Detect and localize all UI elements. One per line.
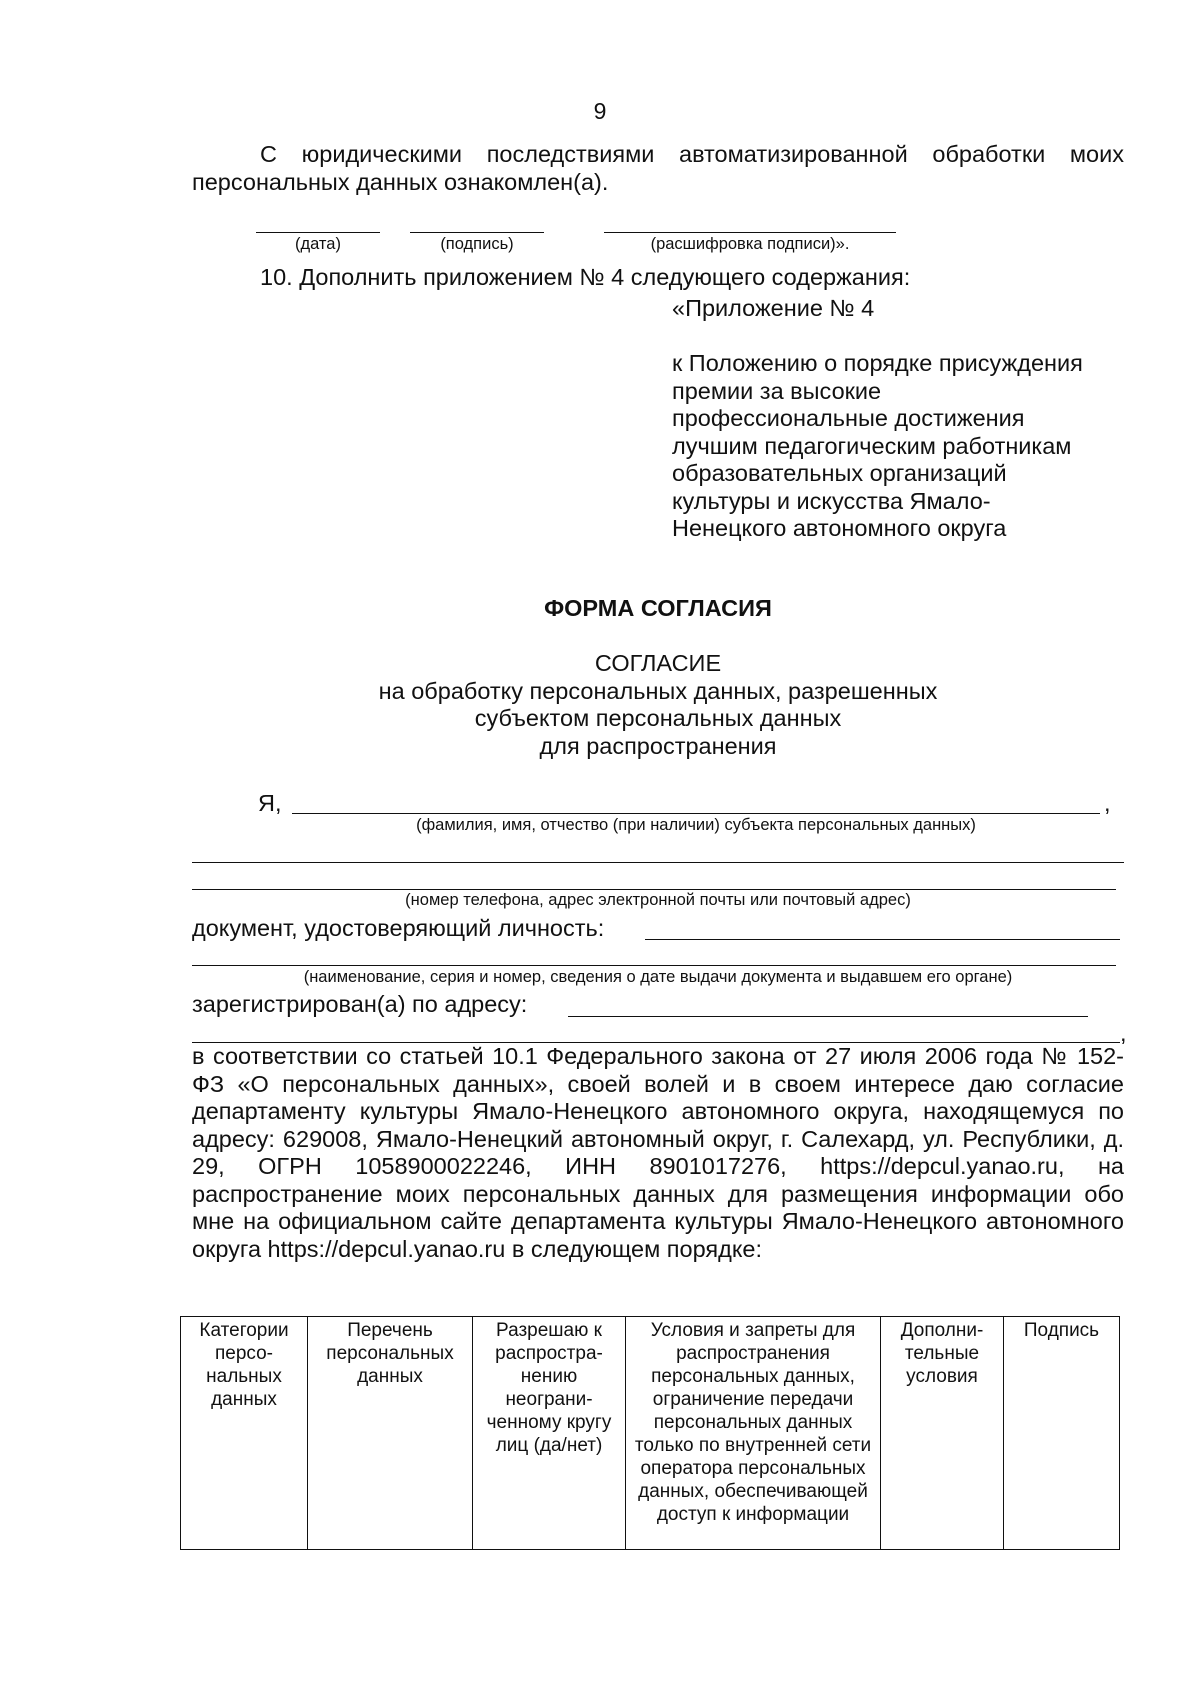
appendix-line: Ненецкого автономного округа (672, 515, 1007, 541)
name-field-prefix: Я, (258, 790, 282, 816)
contact-field-line[interactable] (192, 889, 1116, 890)
consent-heading-line: СОГЛАСИЕ (594, 650, 722, 676)
name-field-suffix: , (1104, 790, 1111, 816)
contact-caption: (номер телефона, адрес электронной почты или почтовый адрес) (405, 891, 911, 909)
address-suffix: , (1120, 1020, 1127, 1046)
appendix-line: лучшим педагогическим работникам (672, 432, 1072, 459)
consent-paragraph: в соответствии со статьей 10.1 Федерального закона от 27 июля 2006 года № 152-ФЗ «О персональных данных», своей волей и в своем интересе даю согласие департаменту культуры Ямало-Ненецкого автономного округа, находящемуся по адресу: 629008, Ямало-Ненецкий автономный округ, г. Салехард, ул. Республики, д. 29, ОГРН 1058900022246, ИНН 8901017276, https://depcul.yanao.ru, на распространение моих персональных данных для размещения информации обо мне на официальном сайте департамента культуры Ямало-Ненецкого автономного округа https://depcul.yanao.ru в следующем порядке: (192, 1043, 1124, 1262)
appendix-line: к Положению о порядке присуждения (672, 350, 1083, 376)
document-caption: (наименование, серия и номер, сведения о дате выдачи документа и выдавшем его органе) (303, 968, 1013, 986)
name-caption: (фамилия, имя, отчество (при наличии) субъекта персональных данных) (416, 816, 976, 834)
document-field-line[interactable] (192, 965, 1116, 966)
signature-transcript-caption: (расшифровка подписи)». (604, 232, 896, 254)
consent-heading (192, 650, 1124, 760)
appendix-line: образовательных организаций (672, 460, 1007, 486)
contact-field-line[interactable] (192, 862, 1124, 863)
page-number: 9 (593, 98, 607, 124)
table-header-cell: Подпись (1004, 1317, 1120, 1550)
form-title: ФОРМА СОГЛАСИЯ (544, 595, 772, 621)
address-field-line[interactable] (568, 1016, 1088, 1017)
intro-paragraph: С юридическими последствиями автоматизированной обработки моих персональных данных ознакомлен(а). (192, 141, 1124, 195)
table-header-cell: Перечень персональных данных (308, 1317, 473, 1550)
appendix-line: премии за высокие (672, 377, 882, 404)
document-field-line[interactable] (645, 939, 1120, 940)
table-header-cell: Условия и запреты для распространения персональных данных, ограничение передачи персональных данных только по внутренней сети оператора персональных данных, обеспечивающей доступ к информации (626, 1317, 881, 1550)
signature-caption: (подпись) (410, 232, 544, 254)
document-label: документ, удостоверяющий личность: (192, 915, 605, 941)
date-caption: (дата) (256, 232, 380, 254)
table-header-cell: Дополни-тельные условия (881, 1317, 1004, 1550)
consent-table (180, 1316, 1120, 1550)
table-header-cell: Разрешаю к распростра-нению неограни-ченному кругу лиц (да/нет) (473, 1317, 626, 1550)
consent-heading-line: субъектом персональных данных (474, 705, 842, 731)
item-10: 10. Дополнить приложением № 4 следующего содержания: (260, 264, 911, 290)
name-field-line[interactable] (292, 813, 1100, 814)
appendix-reference (672, 350, 1122, 543)
appendix-line: профессиональные достижения (672, 405, 1025, 431)
appendix-title: «Приложение № 4 (672, 295, 875, 321)
consent-heading-line: на обработку персональных данных, разрешенных (378, 677, 938, 704)
address-label: зарегистрирован(а) по адресу: (192, 991, 528, 1017)
appendix-line: культуры и искусства Ямало- (672, 487, 991, 514)
table-header-row (181, 1317, 1120, 1550)
table-header-cell: Категории персо-нальных данных (181, 1317, 308, 1550)
consent-heading-line: для распространения (539, 732, 777, 759)
